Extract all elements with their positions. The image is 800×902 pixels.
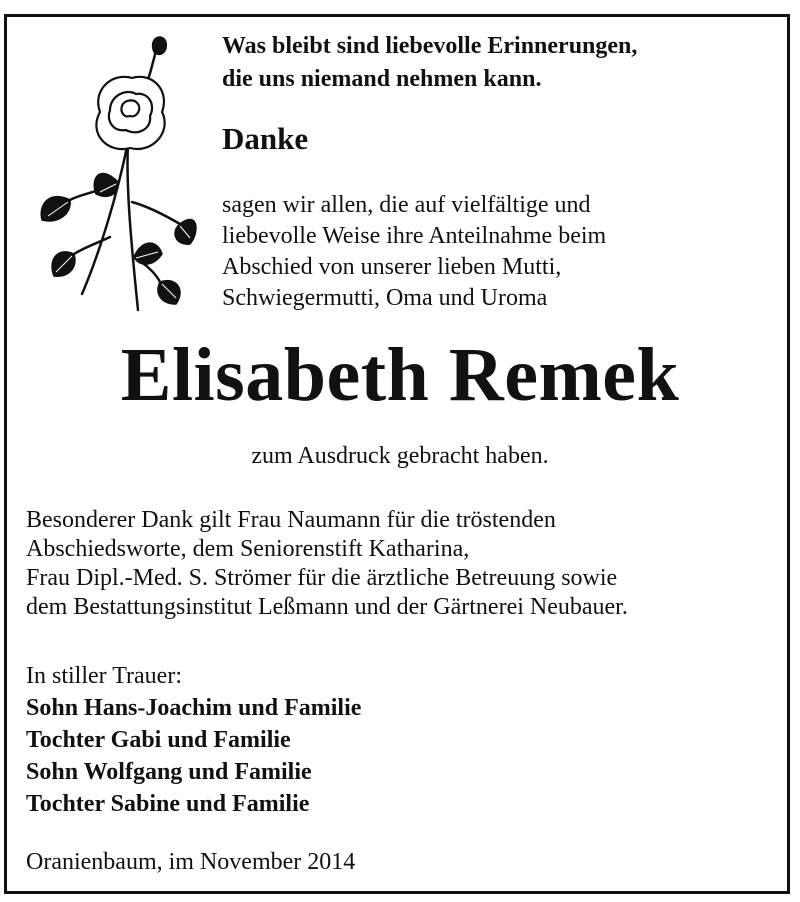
quote-line: die uns niemand nehmen kann. — [222, 66, 542, 92]
thanks-line: sagen wir allen, die auf vielfältige und — [222, 192, 591, 218]
special-thanks-line: Frau Dipl.-Med. S. Strömer für die ärztliche Betreuung sowie — [26, 565, 618, 591]
deceased-name: Elisabeth Remek — [120, 333, 680, 417]
mourning-section — [26, 660, 786, 820]
opening-quote — [222, 30, 782, 96]
quote-line: Was bleibt sind liebevolle Erinnerungen, — [222, 33, 638, 59]
thanks-line: Schwiegermutti, Oma und Uroma — [222, 285, 548, 311]
mourners-list — [26, 692, 786, 820]
rose-icon — [30, 32, 200, 312]
special-thanks-line: dem Bestattungsinstitut Leßmann und der Gärtnerei Neubauer. — [26, 594, 628, 620]
danke-heading: Danke — [222, 121, 309, 156]
thanks-line: Abschied von unserer lieben Mutti, — [222, 254, 562, 280]
special-thanks-line: Besonderer Dank gilt Frau Naumann für die tröstenden — [26, 507, 556, 533]
mourner-entry: Tochter Sabine und Familie — [26, 791, 310, 817]
special-thanks-paragraph — [26, 506, 786, 622]
mourner-entry: Sohn Hans-Joachim und Familie — [26, 695, 362, 721]
thanks-paragraph — [222, 190, 782, 314]
mourner-entry: Sohn Wolfgang und Familie — [26, 759, 312, 785]
mourner-entry: Tochter Gabi und Familie — [26, 727, 291, 753]
mourning-intro: In stiller Trauer: — [26, 663, 182, 689]
expression-line: zum Ausdruck gebracht haben. — [251, 443, 549, 469]
thanks-line: liebevolle Weise ihre Anteilnahme beim — [222, 223, 607, 249]
place-date: Oranienbaum, im November 2014 — [26, 849, 356, 875]
special-thanks-line: Abschiedsworte, dem Seniorenstift Katharina, — [26, 536, 470, 562]
